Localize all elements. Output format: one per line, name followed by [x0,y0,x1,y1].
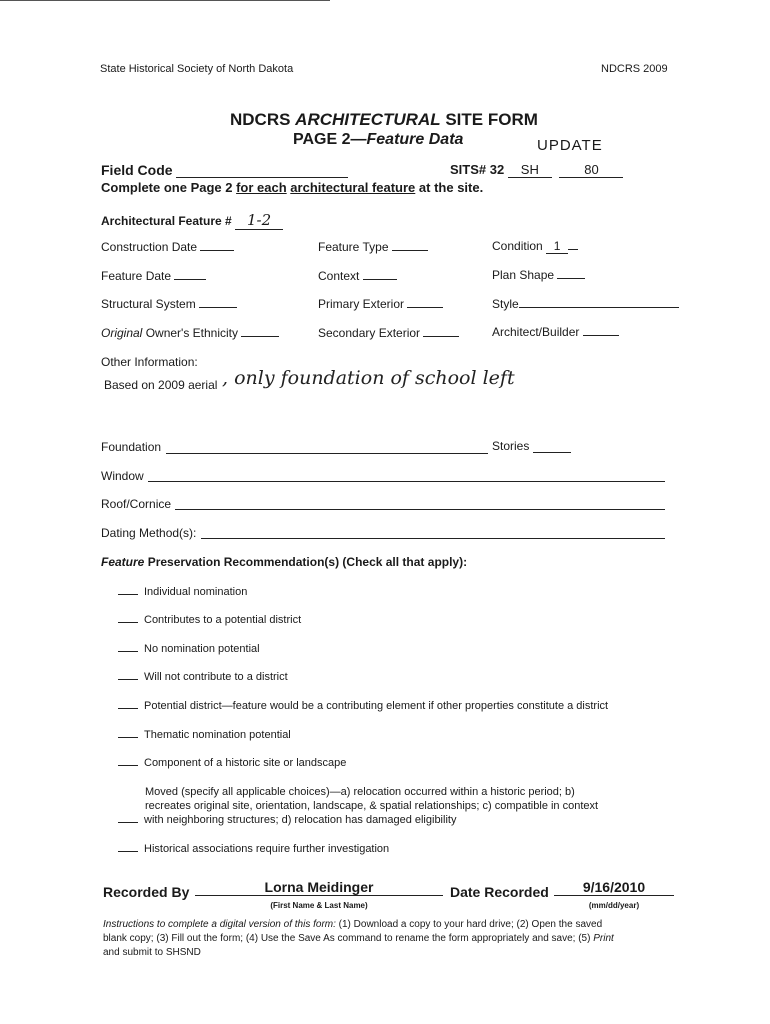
rec-component-historic-site[interactable]: Component of a historic site or landscape [118,757,346,769]
construction-date: Construction Date [101,240,234,254]
rec-moved-line1: Moved (specify all applicable choices)—a) relocation occurred within a historic period; b) [145,786,575,798]
rec-moved[interactable]: with neighboring structures; d) relocation has damaged eligibility [118,814,456,826]
footer-line1: Instructions to complete a digital version of this form: (1) Download a copy to your hard drive; (2) Open the saved [103,919,603,930]
architect-builder-field[interactable] [583,335,619,336]
primary-exterior-field[interactable] [407,307,443,308]
checkbox-line[interactable] [118,737,138,738]
primary-exterior: Primary Exterior [318,297,443,311]
feature-number: Architectural Feature # 1-2 [101,211,283,230]
stories-label: Stories [492,439,530,453]
context: Context [318,269,397,283]
instruction-line: Complete one Page 2 for each architectural feature at the site. [101,180,484,195]
rec-no-nomination-potential[interactable]: No nomination potential [118,643,260,655]
date-recorded-field[interactable]: 9/16/2010 [554,879,674,896]
rec-contributes-potential-district[interactable]: Contributes to a potential district [118,614,301,626]
other-information-label: Other Information: [101,355,198,369]
condition: Condition 1 [492,239,578,254]
plan-shape: Plan Shape [492,268,585,282]
sits-number: SITS# 32 SH 80 [450,162,623,178]
rec-moved-line2: recreates original site, orientation, landscape, & spatial relationships; c) compatible in context [145,800,599,812]
structural-system-field[interactable] [199,307,237,308]
window-field[interactable] [148,481,665,482]
scan-edge-line [0,0,330,1]
architect-builder: Architect/Builder [492,325,619,339]
roof-cornice-field[interactable] [175,509,665,510]
construction-date-field[interactable] [200,250,234,251]
recommendation-heading: Feature Preservation Recommendation(s) (Check all that apply): [101,555,468,569]
field-code-label: Field Code [101,162,173,178]
other-information-handwritten: , only foundation of school left [222,367,515,389]
checkbox-line[interactable] [118,708,138,709]
secondary-exterior-field[interactable] [423,336,459,337]
rec-not-contribute-district[interactable]: Will not contribute to a district [118,671,288,683]
plan-shape-field[interactable] [557,278,585,279]
recorded-by-caption: (First Name & Last Name) [270,901,368,910]
feature-type: Feature Type [318,240,428,254]
style-field[interactable] [519,307,679,308]
date-recorded-label: Date Recorded [450,884,549,900]
dating-method-label: Dating Method(s): [101,526,197,540]
rec-potential-district[interactable]: Potential district—feature would be a contributing element if other properties constitute a district [118,700,608,712]
checkbox-line[interactable] [118,822,138,823]
foundation-field[interactable] [166,453,488,454]
structural-system: Structural System [101,297,237,311]
rec-thematic-nomination[interactable]: Thematic nomination potential [118,729,291,741]
checkbox-line[interactable] [118,851,138,852]
owners-ethnicity-field[interactable] [241,336,279,337]
style: Style [492,297,679,311]
checkbox-line[interactable] [118,765,138,766]
window-label: Window [101,469,144,483]
sits-site-number-field[interactable]: 80 [559,162,623,178]
checkbox-line[interactable] [118,622,138,623]
checkbox-line[interactable] [118,679,138,680]
form-subtitle: PAGE 2—Feature Data [293,131,464,148]
footer-line2: blank copy; (3) Fill out the form; (4) Use the Save As command to rename the form appropriately and save; (5) Print [103,933,614,944]
checkbox-line[interactable] [118,594,138,595]
date-recorded-caption: (mm/dd/year) [588,901,640,910]
update-stamp: UPDATE [537,137,603,154]
rec-historical-associations[interactable]: Historical associations require further investigation [118,843,389,855]
feature-date: Feature Date [101,269,206,283]
roof-cornice-label: Roof/Cornice [101,497,172,511]
feature-type-field[interactable] [392,250,428,251]
context-field[interactable] [363,279,397,280]
field-code-field[interactable] [176,177,348,178]
stories-field[interactable] [533,452,571,453]
recorded-by-field[interactable]: Lorna Meidinger [195,879,443,896]
recorded-by-label: Recorded By [103,884,190,900]
header-form-id: NDCRS 2009 [601,63,668,75]
dating-method-field[interactable] [201,538,665,539]
other-information-typed: Based on 2009 aerial [104,378,218,392]
form-title: NDCRS ARCHITECTURAL SITE FORM [230,110,538,129]
condition-field[interactable]: 1 [546,239,568,254]
rec-individual-nomination[interactable]: Individual nomination [118,586,247,598]
checkbox-line[interactable] [118,651,138,652]
sits-county-field[interactable]: SH [508,162,552,178]
foundation-label: Foundation [101,440,162,454]
owners-ethnicity: Original Owner's Ethnicity [101,326,279,340]
feature-date-field[interactable] [174,279,206,280]
footer-line3: and submit to SHSND [103,947,201,958]
feature-number-field[interactable]: 1-2 [235,211,283,230]
secondary-exterior: Secondary Exterior [318,326,459,340]
header-agency: State Historical Society of North Dakota [100,63,294,75]
